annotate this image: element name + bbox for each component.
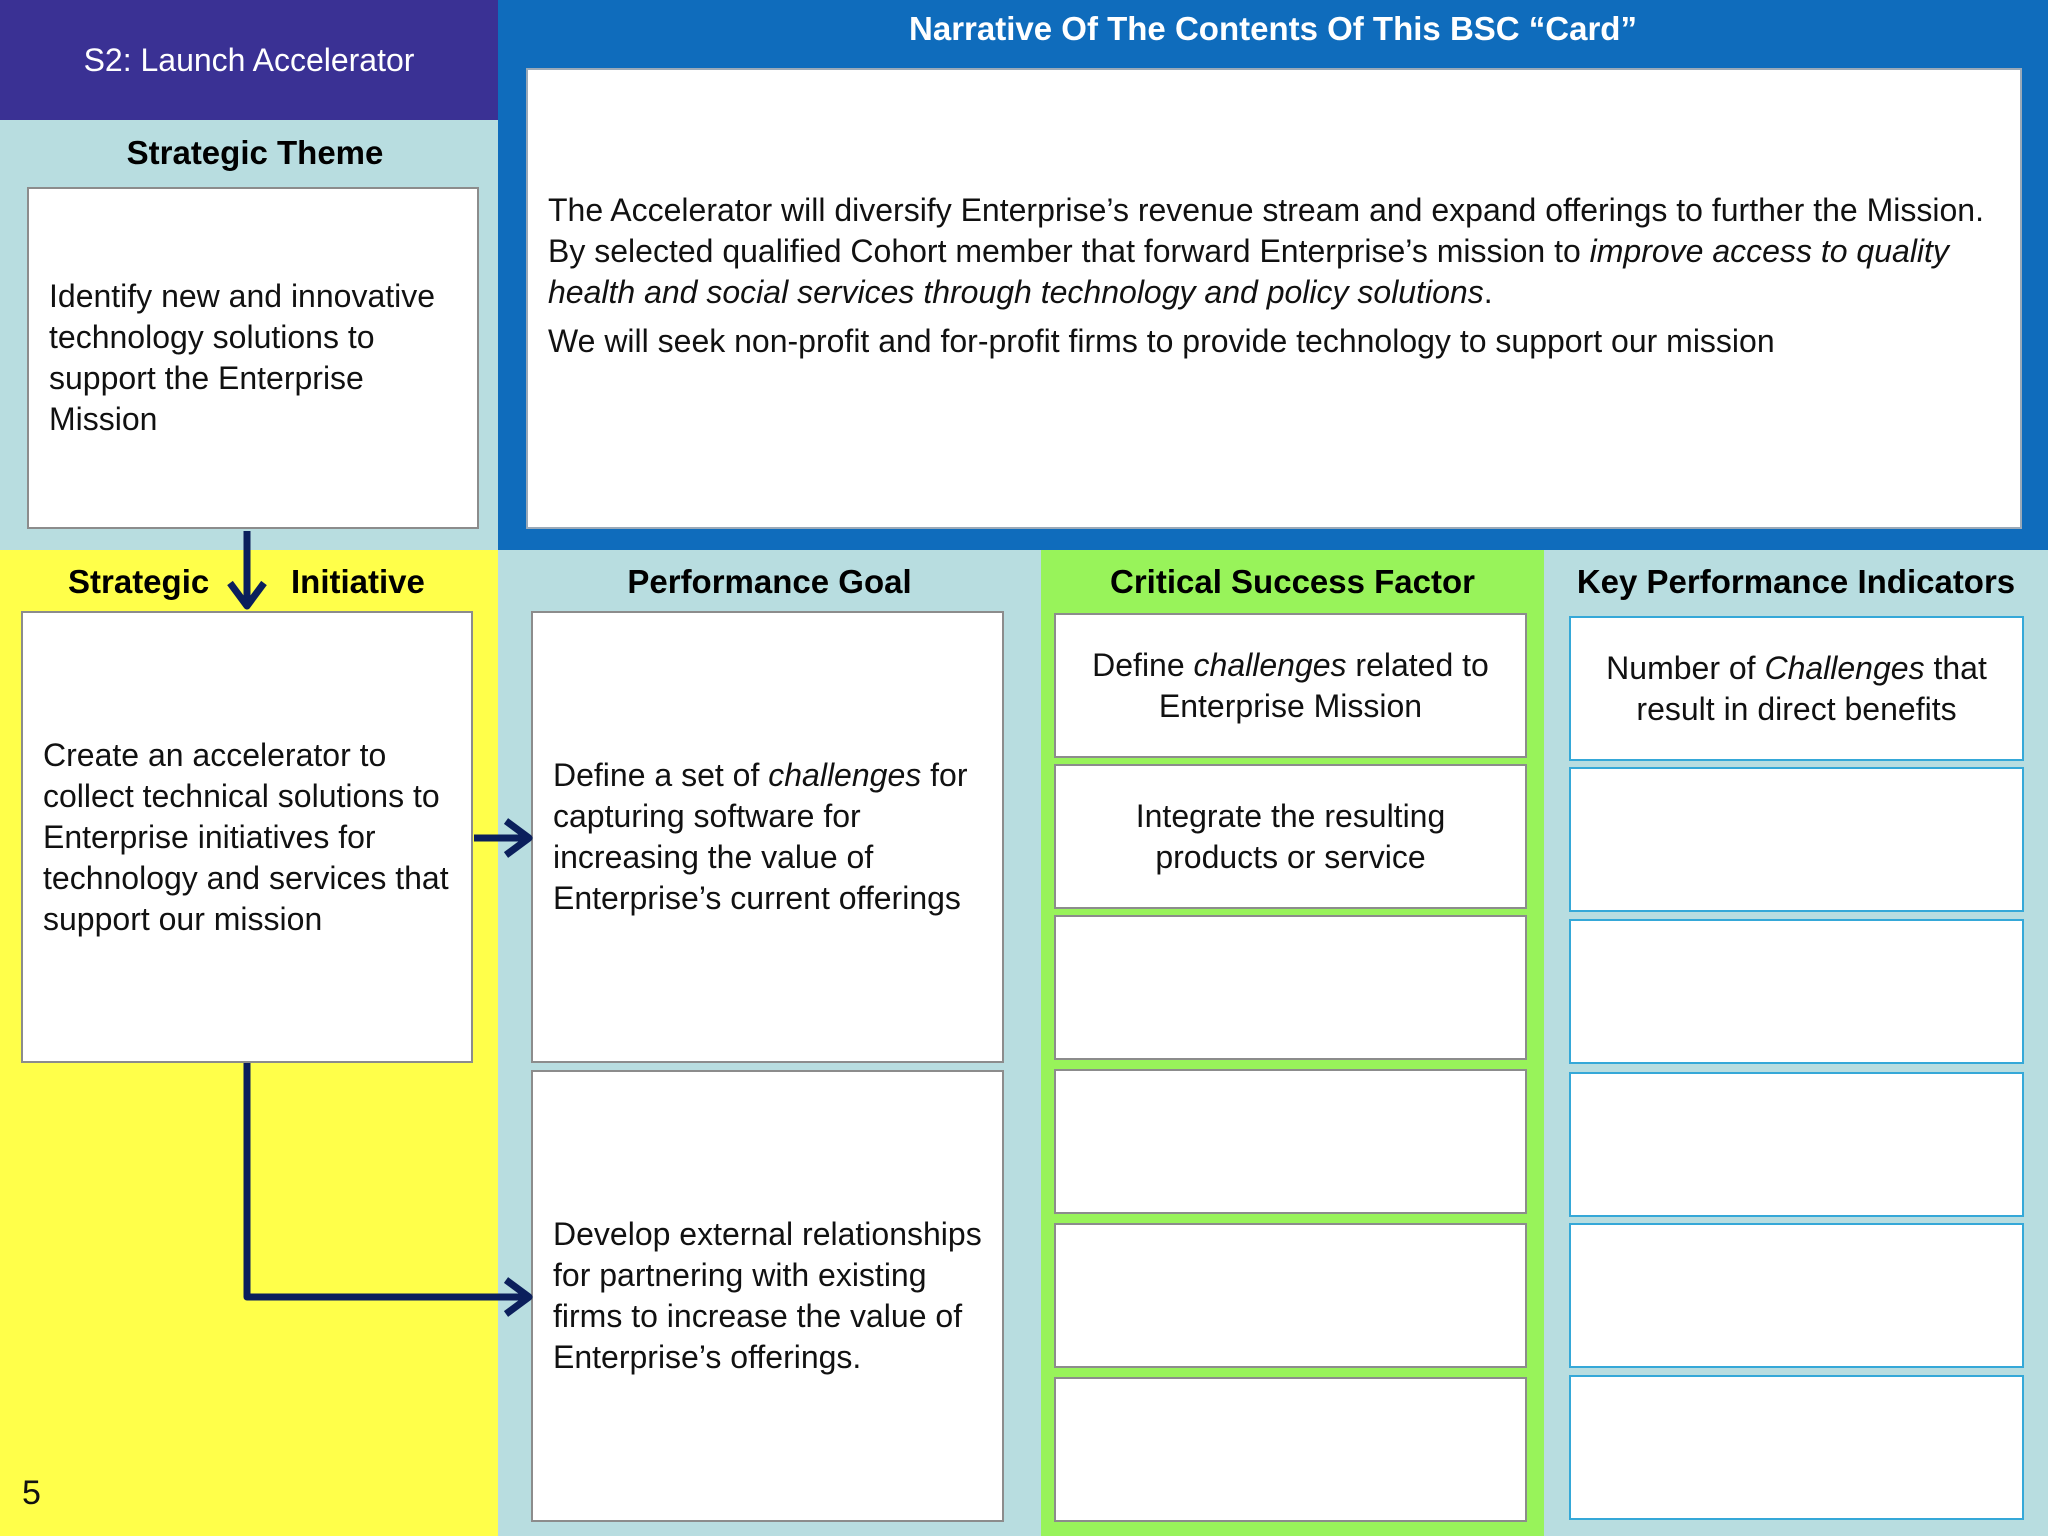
strategic-initiative-text: Create an accelerator to collect technical solutions to Enterprise initiatives for technology and services that support our mission: [43, 736, 449, 937]
page-number: 5: [22, 1474, 41, 1512]
kpi-heading: Key Performance Indicators: [1576, 563, 2016, 600]
narrative-heading: Narrative Of The Contents Of This BSC “Card”: [909, 10, 1637, 47]
initiative-to-goal2-arrow: [247, 1063, 526, 1297]
narrative-paragraph-1: The Accelerator will diversify Enterprise’s revenue stream and expand offerings to further the Mission. By selected qualified Cohort member that forward Enterprise’s mission to improve access to quality health and social services through technology and policy solutions.: [548, 192, 1984, 310]
narrative-paragraph-2: We will seek non-profit and for-profit firms to provide technology to support our mission: [548, 323, 1775, 359]
strategic-theme-heading: Strategic Theme: [126, 134, 384, 171]
csf-text-1: Define challenges related to Enterprise Mission: [1092, 646, 1489, 724]
strategic-initiative-heading-right: Initiative: [291, 563, 425, 600]
kpi-text-1: Number of Challenges that result in direct benefits: [1606, 649, 1987, 727]
csf-text-2: Integrate the resulting products or service: [1135, 797, 1446, 875]
performance-goal-text-2: Develop external relationships for partnering with existing firms to increase the value of Enterprise’s offerings.: [553, 1216, 982, 1375]
strategic-theme-text: Identify new and innovative technology solutions to support the Enterprise Mission: [49, 278, 436, 437]
critical-success-factor-heading: Critical Success Factor: [1110, 563, 1475, 600]
strategic-initiative-heading-left: Strategic: [68, 563, 210, 600]
performance-goal-text-1: Define a set of challenges for capturing software for increasing the value of Enterprise’s current offerings: [553, 757, 968, 916]
performance-goal-heading: Performance Goal: [627, 563, 912, 600]
slide-title-text: S2: Launch Accelerator: [83, 41, 415, 78]
